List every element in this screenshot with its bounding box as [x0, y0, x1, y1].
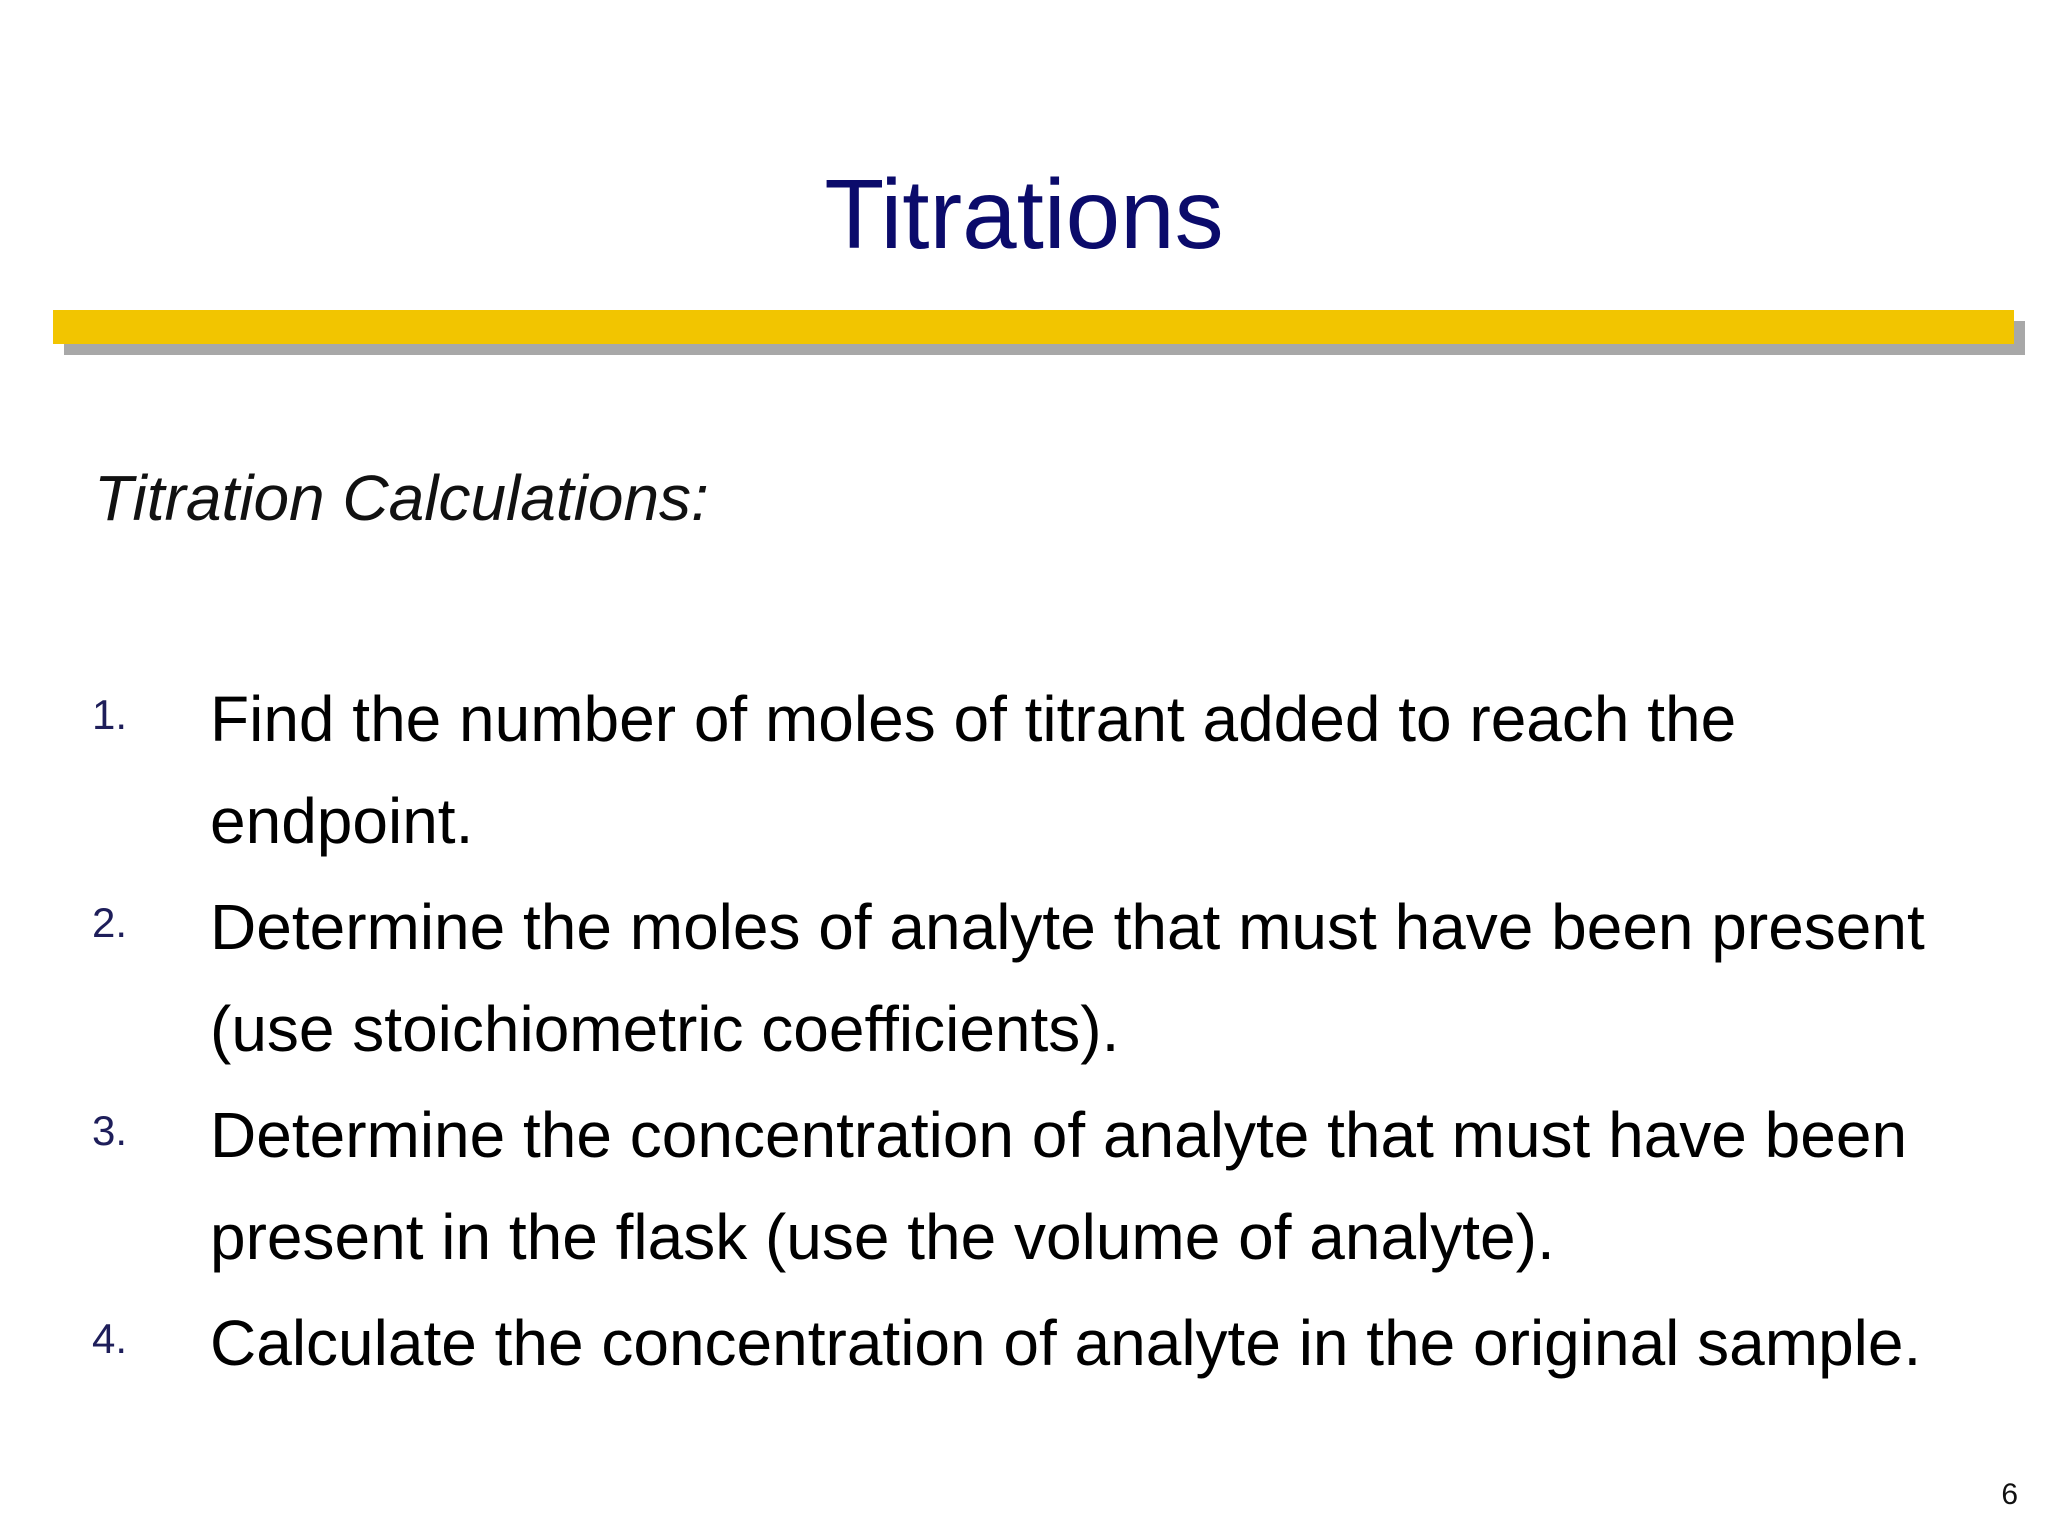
- list-item: [0, 668, 2048, 872]
- section-heading: Titration Calculations:: [94, 462, 709, 534]
- page-number: 6: [2001, 1478, 2018, 1511]
- step-text: Find the number of moles of titrant added to reach the endpoint.: [210, 683, 1737, 857]
- step-text: Determine the concentration of analyte that must have been present in the flask (use the volume of analyte).: [210, 1099, 1908, 1273]
- list-item: [0, 1292, 2048, 1394]
- step-text: Calculate the concentration of analyte in the original sample.: [210, 1307, 1922, 1379]
- step-number: 1.: [92, 691, 128, 738]
- step-number: 3.: [92, 1107, 128, 1154]
- title-rule: [53, 310, 2014, 344]
- steps-list: [0, 668, 2048, 1398]
- list-item: [0, 876, 2048, 1080]
- step-number: 2.: [92, 899, 128, 946]
- step-number: 4.: [92, 1315, 128, 1362]
- slide-title: Titrations: [824, 159, 1224, 269]
- list-item: [0, 1084, 2048, 1288]
- step-text: Determine the moles of analyte that must have been present (use stoichiometric coefficients).: [210, 891, 1925, 1065]
